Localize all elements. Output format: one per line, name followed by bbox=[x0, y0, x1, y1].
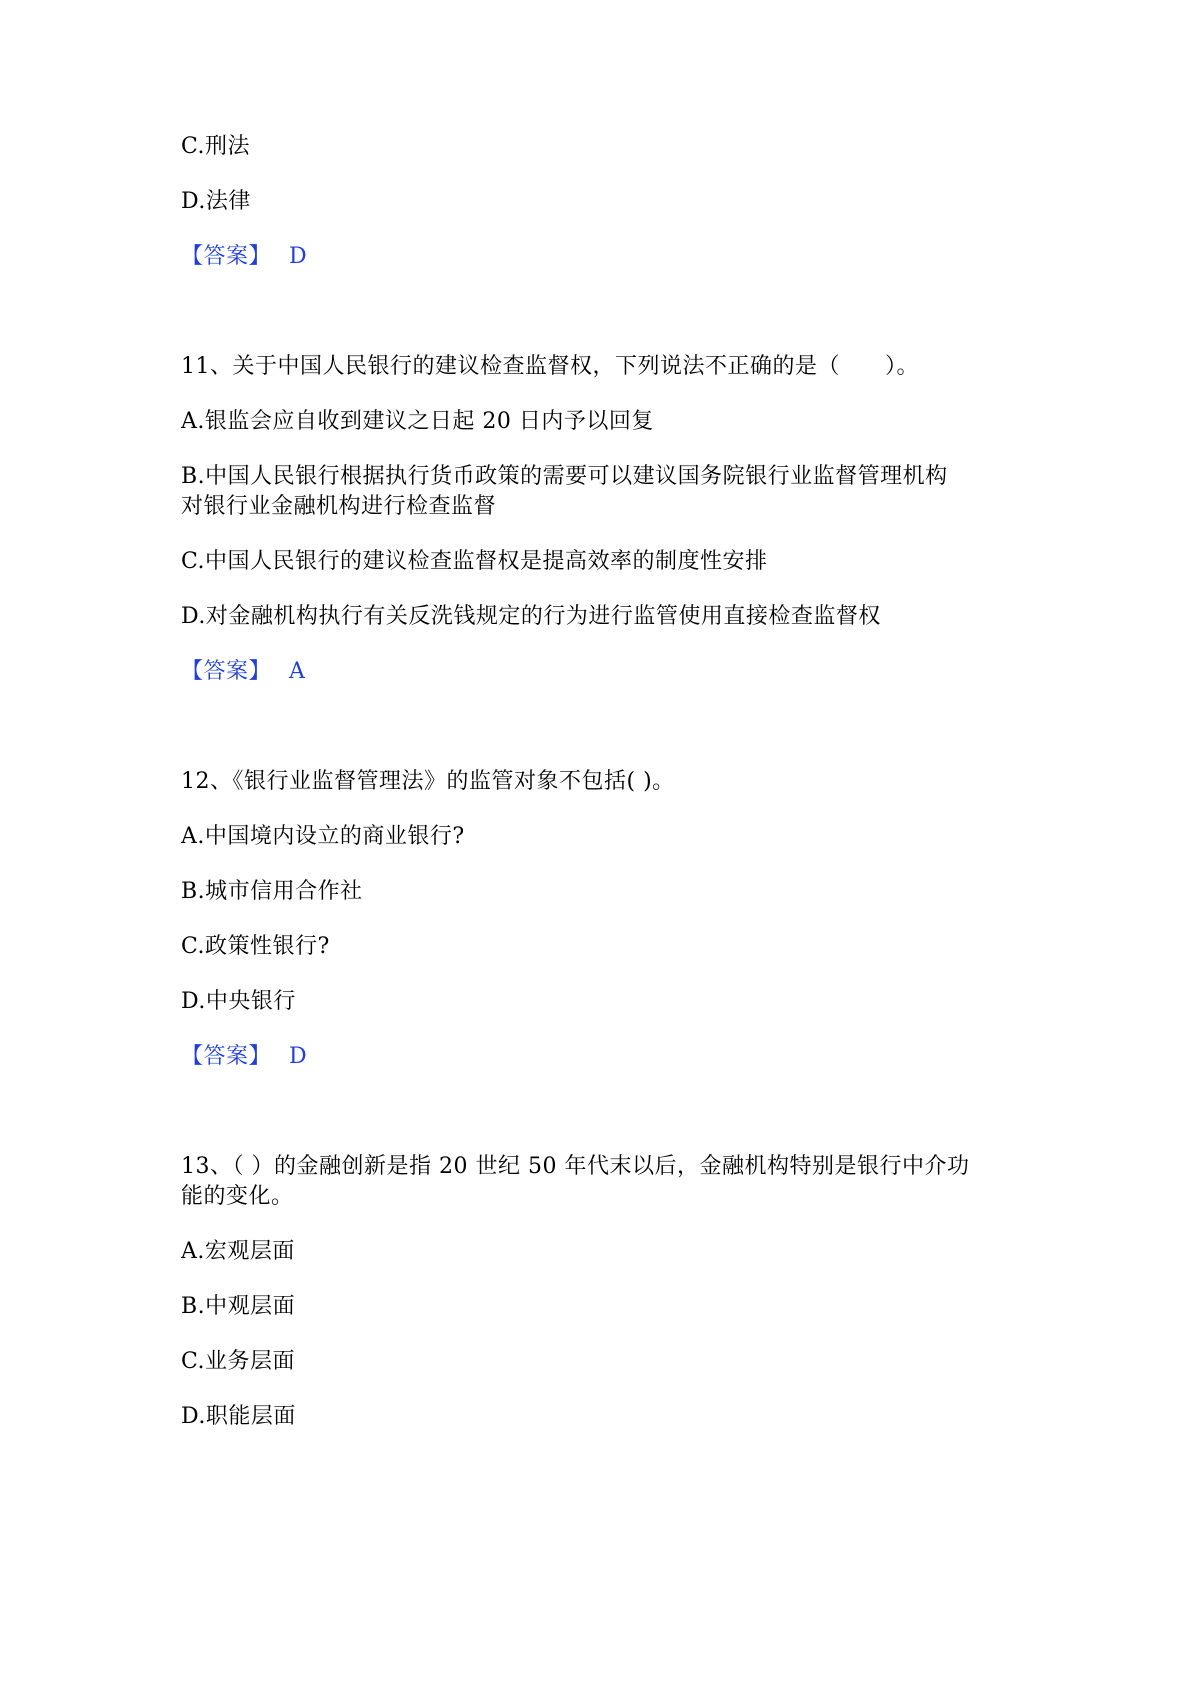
q11-stem: 11、关于中国人民银行的建议检查监督权，下列说法不正确的是（ ）。 bbox=[181, 354, 919, 379]
q13-stem-line2: 能的变化。 bbox=[181, 1184, 294, 1209]
answer-label: 【答案】 bbox=[181, 659, 272, 684]
prev-answer-row bbox=[181, 241, 307, 273]
prev-option-c: C.刑法 bbox=[181, 134, 251, 159]
q11-option-d: D.对金融机构执行有关反洗钱规定的行为进行监管使用直接检查监督权 bbox=[181, 604, 881, 629]
q12-option-d: D.中央银行 bbox=[181, 989, 296, 1014]
answer-label: 【答案】 bbox=[181, 244, 272, 269]
q12-option-b: B.城市信用合作社 bbox=[181, 879, 363, 904]
q13-option-c: C.业务层面 bbox=[181, 1349, 296, 1374]
q13-option-d: D.职能层面 bbox=[181, 1404, 296, 1429]
q11-option-c: C.中国人民银行的建议检查监督权是提高效率的制度性安排 bbox=[181, 549, 768, 574]
q12-option-a: A.中国境内设立的商业银行? bbox=[181, 824, 465, 849]
q12-answer-row bbox=[181, 1041, 307, 1073]
answer-value: A bbox=[289, 659, 306, 684]
answer-label: 【答案】 bbox=[181, 1044, 272, 1069]
q11-option-a: A.银监会应自收到建议之日起 20 日内予以回复 bbox=[181, 409, 654, 434]
answer-value: D bbox=[289, 244, 308, 269]
prev-option-d: D.法律 bbox=[181, 189, 251, 214]
q12-option-c: C.政策性银行? bbox=[181, 934, 330, 959]
q13-option-b: B.中观层面 bbox=[181, 1294, 296, 1319]
answer-value: D bbox=[289, 1044, 308, 1069]
q11-option-b-line2: 对银行业金融机构进行检查监督 bbox=[181, 494, 497, 519]
q13-stem-line1: 13、（ ）的金融创新是指 20 世纪 50 年代末以后，金融机构特别是银行中介功 bbox=[181, 1154, 970, 1179]
q12-stem: 12、《银行业监督管理法》的监管对象不包括( )。 bbox=[181, 769, 675, 794]
q11-option-b-line1: B.中国人民银行根据执行货币政策的需要可以建议国务院银行业监督管理机构 bbox=[181, 464, 948, 489]
q13-option-a: A.宏观层面 bbox=[181, 1239, 295, 1264]
q11-answer-row bbox=[181, 656, 305, 688]
